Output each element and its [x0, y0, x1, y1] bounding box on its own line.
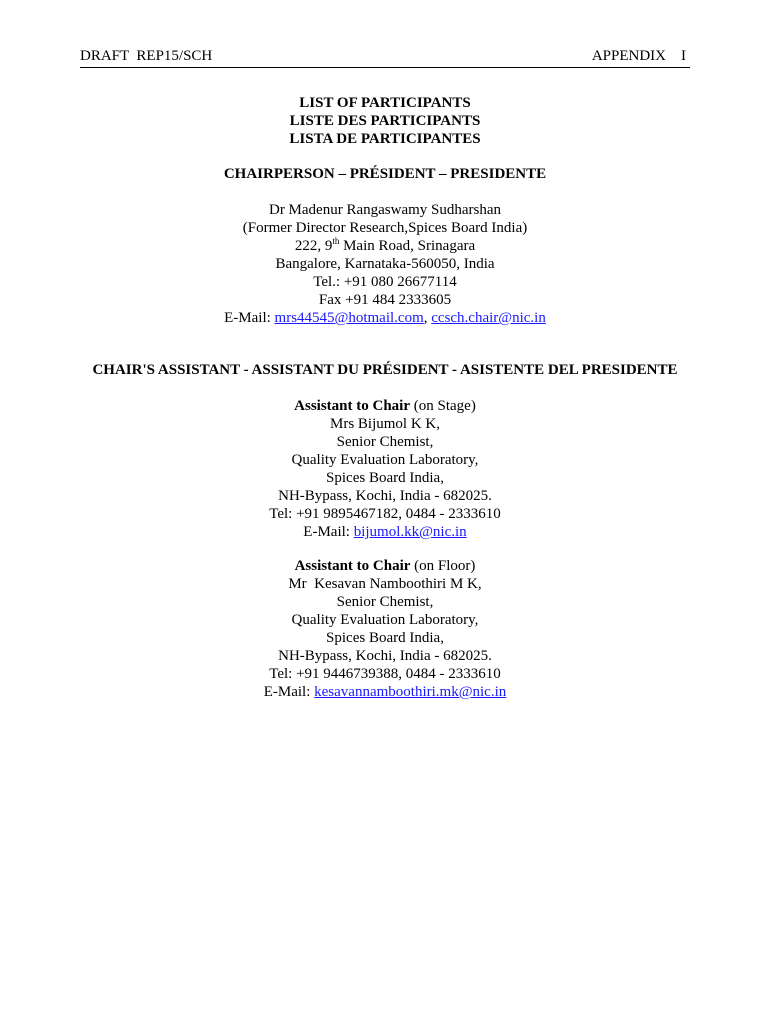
chair-details	[0, 201, 770, 327]
address-number: 222, 9	[294, 238, 333, 254]
assistant-org: Spices Board India,	[326, 630, 444, 646]
assistant-block-stage	[0, 397, 770, 541]
assistant-location: (on Stage)	[410, 398, 476, 414]
title-english: LIST OF PARTICIPANTS	[299, 95, 471, 111]
assistant-email-label: E-Mail:	[303, 524, 354, 540]
address-superscript: th	[332, 236, 340, 246]
assistant-role-line	[0, 397, 770, 415]
assistant-title: Senior Chemist,	[336, 594, 434, 610]
assistant-role: Assistant to Chair	[294, 558, 411, 574]
assistant-address: NH-Bypass, Kochi, India - 682025.	[278, 488, 492, 504]
assistant-name: Mrs Bijumol K K,	[329, 416, 440, 432]
assistant-lab: Quality Evaluation Laboratory,	[291, 452, 479, 468]
assistant-location: (on Floor)	[410, 558, 476, 574]
assistant-lab: Quality Evaluation Laboratory,	[291, 612, 479, 628]
title-block	[0, 94, 770, 148]
assistant-org: Spices Board India,	[326, 470, 444, 486]
assistant-email-link[interactable]: bijumol.kk@nic.in	[353, 524, 467, 540]
chair-fax: Fax +91 484 2333605	[318, 292, 452, 308]
chair-affiliation: (Former Director Research,Spices Board India)	[242, 220, 528, 236]
assistant-address: NH-Bypass, Kochi, India - 682025.	[278, 648, 492, 664]
chair-address	[0, 237, 770, 255]
chair-heading-text: CHAIRPERSON – PRÉSIDENT – PRESIDENTE	[223, 166, 547, 182]
chair-heading	[0, 165, 770, 183]
assistant-tel: Tel: +91 9895467182, 0484 - 2333610	[269, 506, 501, 522]
assistant-email-link[interactable]: kesavannamboothiri.mk@nic.in	[314, 684, 507, 700]
assistant-title: Senior Chemist,	[336, 434, 434, 450]
chair-name: Dr Madenur Rangaswamy Sudharshan	[268, 202, 502, 218]
assistant-email-label: E-Mail:	[263, 684, 315, 700]
title-french: LISTE DES PARTICIPANTS	[289, 113, 481, 129]
chair-email-link-1[interactable]: mrs44545@hotmail.com	[274, 310, 424, 326]
chair-email-link-2[interactable]: ccsch.chair@nic.in	[431, 310, 546, 326]
assistant-heading-text: CHAIR'S ASSISTANT - ASSISTANT DU PRÉSIDENT - ASISTENTE DEL PRESIDENTE	[92, 362, 678, 378]
assistant-email	[0, 523, 770, 541]
chair-email-separator: ,	[423, 310, 432, 326]
assistant-role-line	[0, 557, 770, 575]
address-street: Main Road, Srinagara	[339, 238, 476, 254]
chair-email-label: E-Mail:	[224, 310, 275, 326]
assistant-tel: Tel: +91 9446739388, 0484 - 2333610	[269, 666, 501, 682]
chair-tel: Tel.: +91 080 26677114	[313, 274, 457, 290]
assistant-email	[0, 683, 770, 701]
document-code: DRAFT REP15/SCH	[80, 48, 213, 64]
appendix-label: APPENDIX I	[591, 48, 686, 64]
page-header	[80, 47, 690, 68]
assistant-heading	[0, 361, 770, 379]
chair-email	[0, 309, 770, 327]
assistant-name: Mr Kesavan Namboothiri M K,	[288, 576, 482, 592]
assistant-role: Assistant to Chair	[294, 398, 410, 414]
assistant-block-floor	[0, 557, 770, 701]
chair-city: Bangalore, Karnataka-560050, India	[275, 256, 495, 272]
title-spanish: LISTA DE PARTICIPANTES	[289, 131, 481, 147]
